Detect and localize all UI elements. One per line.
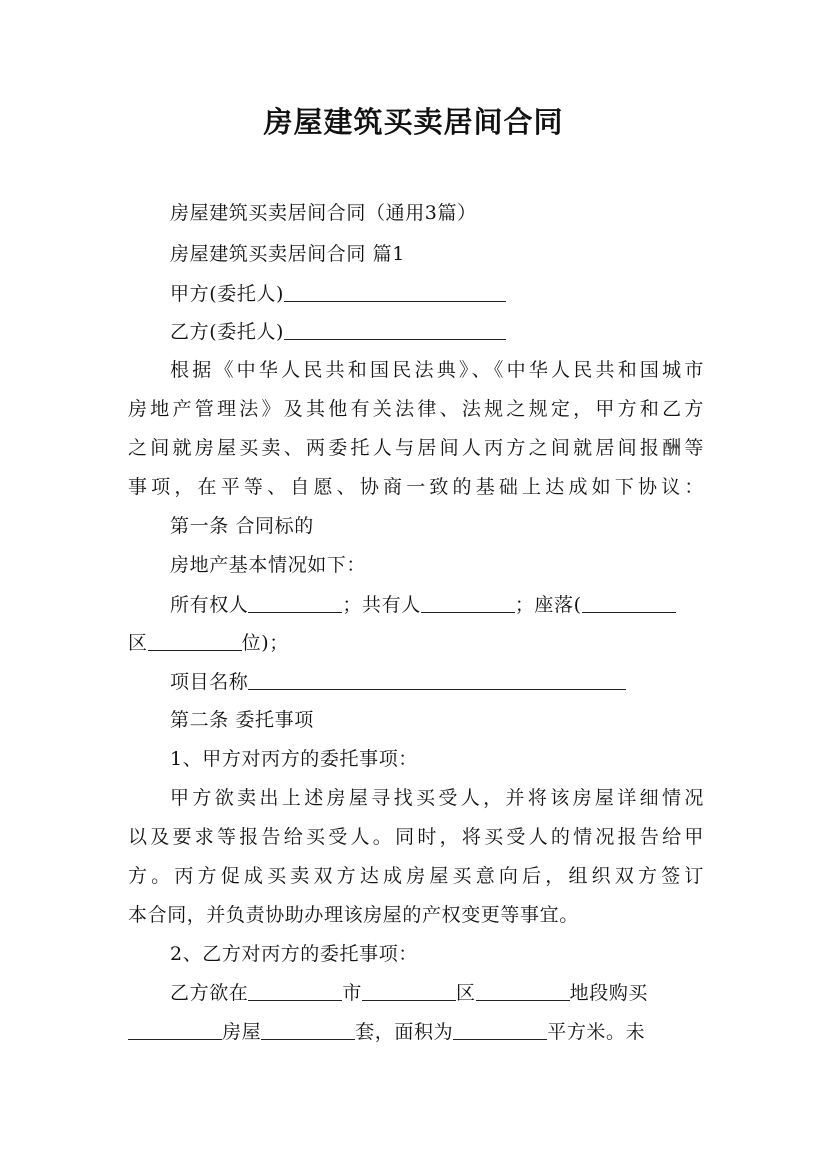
project-line [170,667,704,694]
item-2-heading: 2、乙方对丙方的委托事项： [170,943,418,965]
item-1-heading: 1、甲方对丙方的委托事项： [170,748,418,770]
area-location-blank [476,982,570,1001]
part-heading: 房屋建筑买卖居间合同 篇1 [170,243,405,265]
party-a-label: 甲方(委托人) [170,283,285,305]
intro-line-4: 事项，在平等、自愿、协商一致的基础上达成如下协议： [128,476,704,498]
district-label: 区 [128,632,148,654]
party-b-label: 乙方(委托人) [170,321,285,343]
article-2-heading: 第二条 委托事项 [170,709,314,731]
location-label: ；座落( [514,594,582,616]
party-a-blank [284,283,506,302]
intro-line-3: 之间就房屋买卖、两委托人与居间人丙方之间就居间报酬等 [128,437,704,459]
article-1-heading: 第一条 合同标的 [170,515,314,537]
party-a-line [170,279,704,306]
position-label: 位)； [241,632,289,654]
item-1-line-1: 甲方欲卖出上述房屋寻找买受人，并将该房屋详细情况 [170,787,704,809]
location-blank [582,594,676,613]
area-label: 套，面积为 [355,1021,454,1043]
district-2-blank [362,982,456,1001]
article-1-basic: 房地产基本情况如下： [170,554,367,576]
city-blank [248,982,342,1001]
project-label: 项目名称 [170,671,249,693]
district-blank [148,632,242,651]
co-owner-label: ；共有人 [342,594,421,616]
house-type-blank [128,1021,222,1040]
house-label: 房屋 [222,1021,262,1043]
district-2-label: 区 [456,982,476,1004]
project-blank [248,671,626,690]
co-owner-blank [421,594,515,613]
owner-label: 所有权人 [170,594,249,616]
item-1-line-2: 以及要求等报告给买受人。同时，将买受人的情况报告给甲 [128,826,704,848]
party-b-line [170,317,704,344]
intro-line-2: 房地产管理法》及其他有关法律、法规之规定，甲方和乙方 [128,398,704,420]
city-label: 市 [342,982,363,1004]
subtitle: 房屋建筑买卖居间合同（通用3篇） [170,202,477,224]
item-1-line-3: 方。丙方促成买卖双方达成房屋买意向后，组织双方签订 [128,865,704,887]
item-2-line-2 [128,1017,704,1044]
district-line [128,628,704,655]
intro-line-1: 根据《中华人民共和国民法典》、《中华人民共和国城市 [170,359,704,381]
unit-count-blank [261,1021,355,1040]
item-2-line-1 [170,978,704,1005]
buy-intent-label: 乙方欲在 [170,982,249,1004]
area-blank [453,1021,547,1040]
sqm-label: 平方米。未 [547,1021,646,1043]
purchase-label: 地段购买 [569,982,649,1004]
document-title: 房屋建筑买卖居间合同 [263,105,564,139]
party-b-blank [284,321,506,340]
owner-blank [248,594,342,613]
item-1-line-4: 本合同，并负责协助办理该房屋的产权变更等事宜。 [128,904,579,926]
owner-line [170,590,704,617]
